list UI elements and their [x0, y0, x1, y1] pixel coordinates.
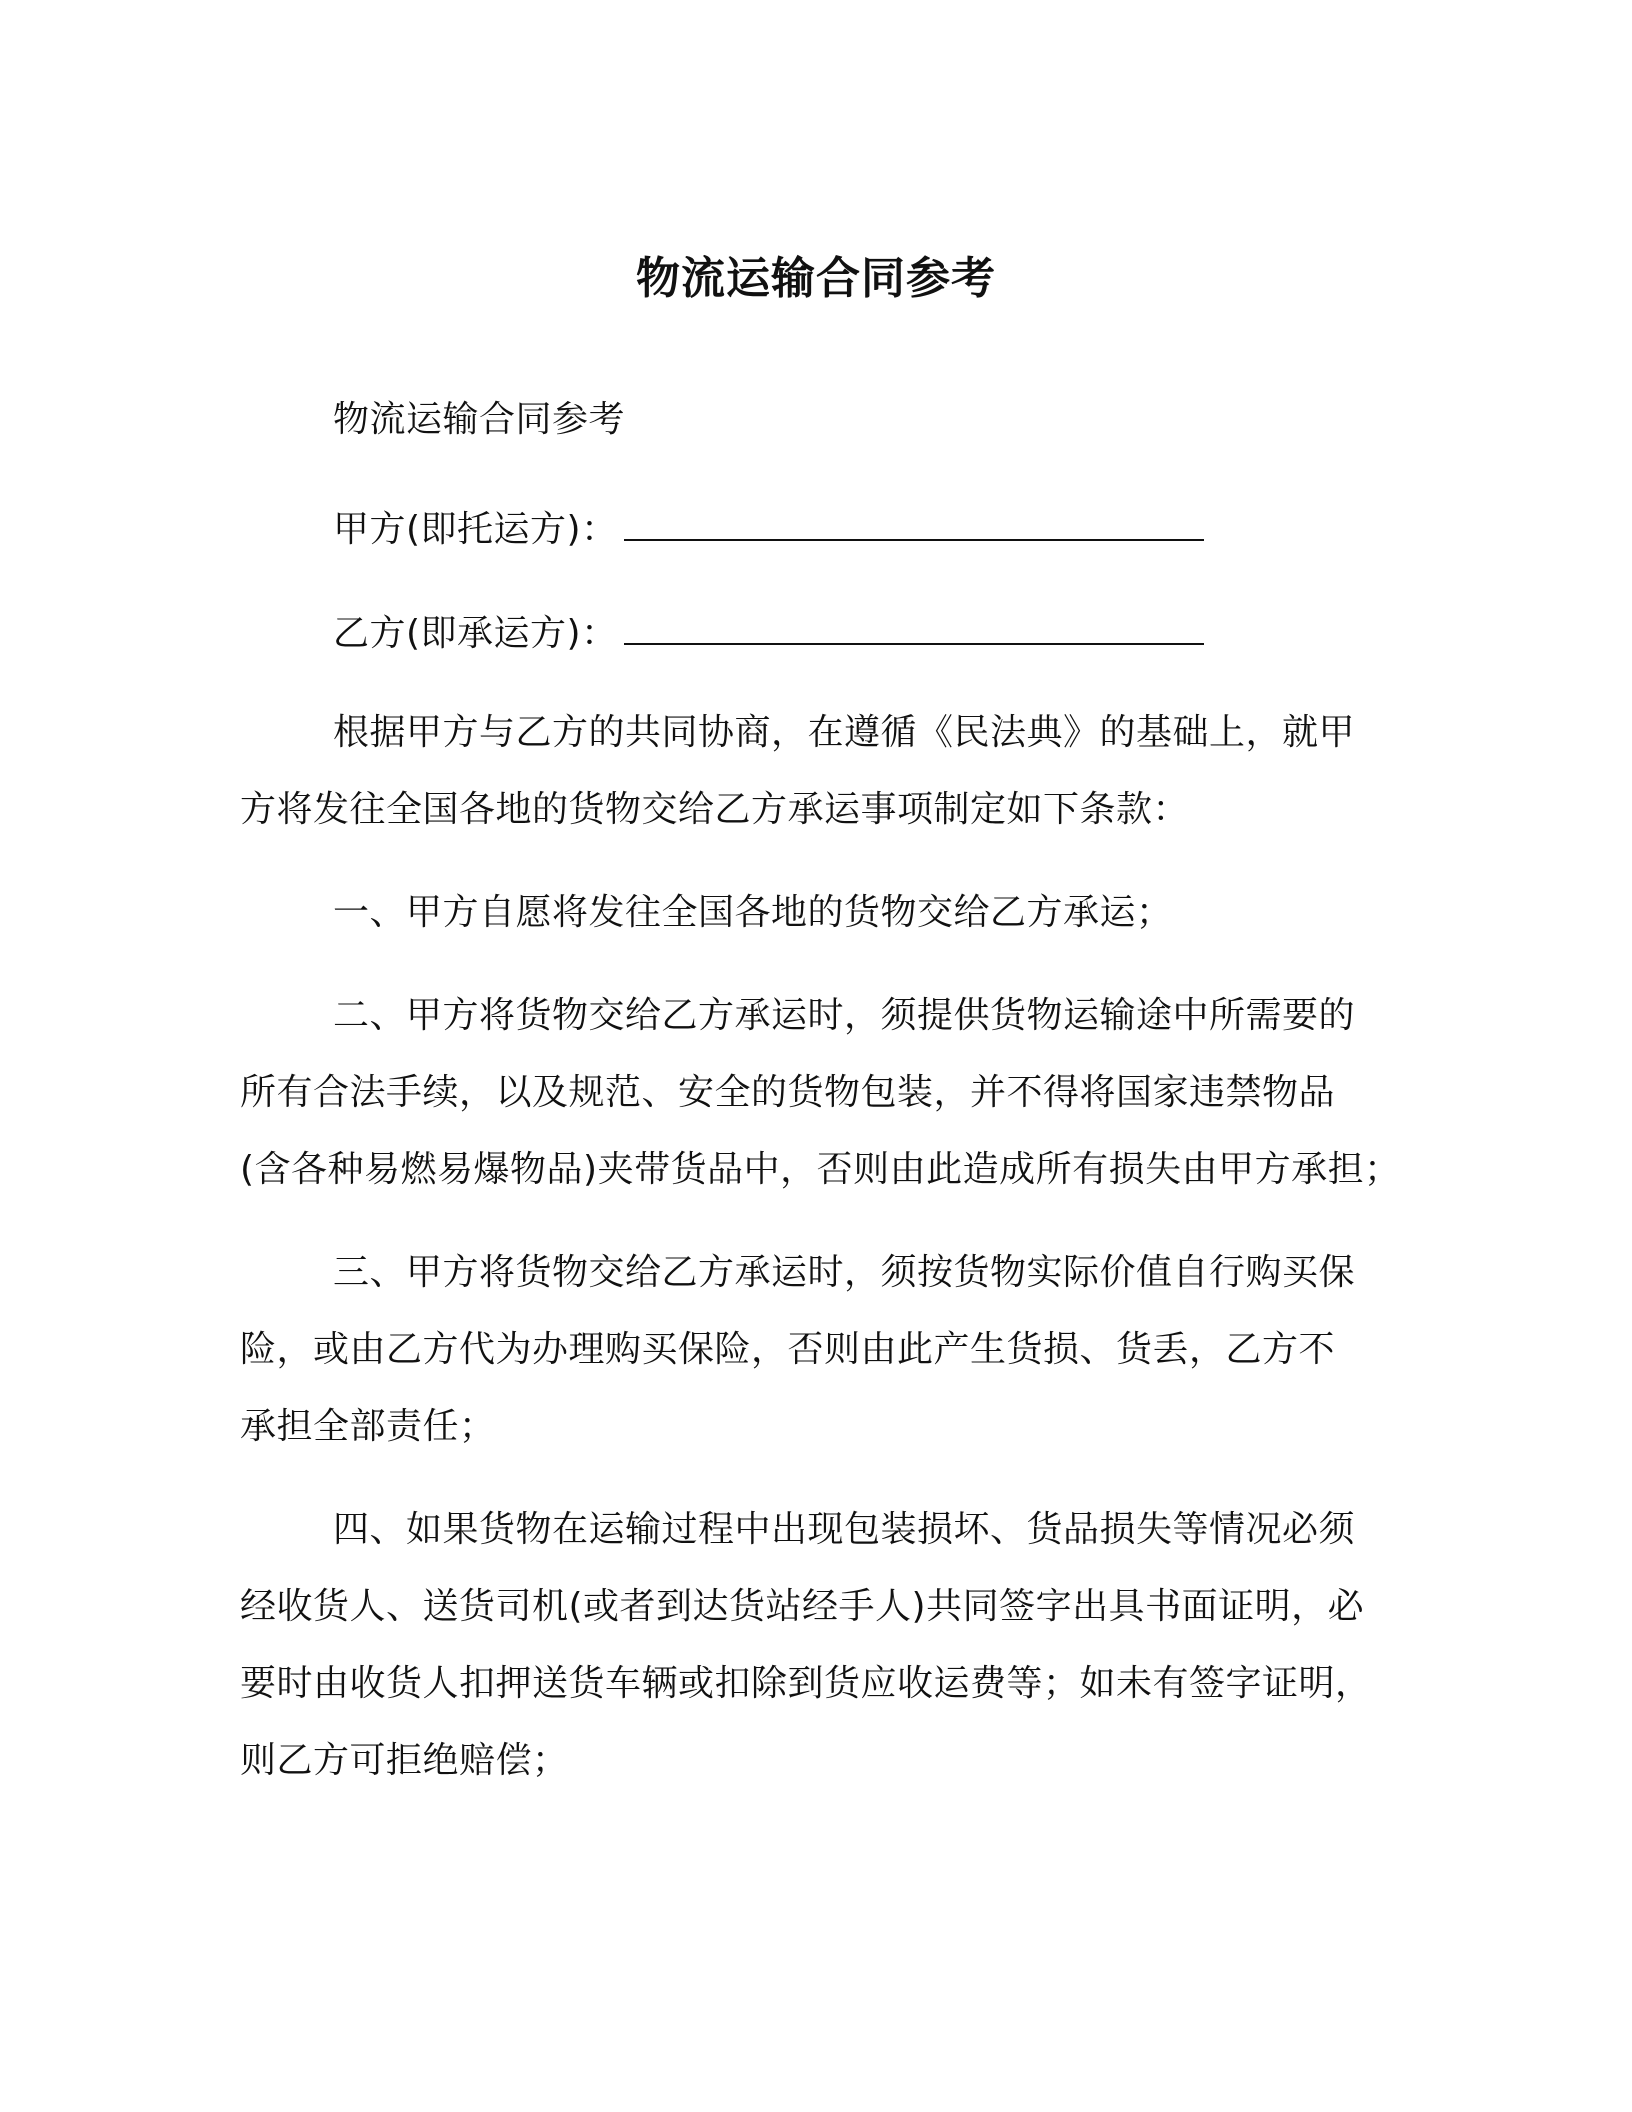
party-b-label: 乙方(即承运方)： [333, 613, 618, 654]
clause-4-line-4: 则乙方可拒绝赔偿； [240, 1740, 569, 1781]
party-a-line [333, 506, 1204, 554]
clause-3-line-2: 险，或由乙方代为办理购买保险，否则由此产生货损、货丢，乙方不 [240, 1329, 1336, 1370]
document-subtitle: 物流运输合同参考 [333, 399, 626, 440]
party-a-label: 甲方(即托运方)： [333, 509, 618, 550]
document-title: 物流运输合同参考 [636, 253, 996, 305]
clause-2-line-2: 所有合法手续，以及规范、安全的货物包装，并不得将国家违禁物品 [240, 1072, 1336, 1113]
party-b-blank [624, 611, 1204, 645]
clause-4-line-2: 经收货人、送货司机(或者到达货站经手人)共同签字出具书面证明，必 [240, 1586, 1365, 1627]
clause-1-line-1: 一、甲方自愿将发往全国各地的货物交给乙方承运； [333, 892, 1173, 933]
clause-4-line-1: 四、如果货物在运输过程中出现包装损坏、货品损失等情况必须 [333, 1509, 1356, 1550]
preamble-line-2: 方将发往全国各地的货物交给乙方承运事项制定如下条款： [240, 789, 1190, 830]
clause-4-line-3: 要时由收货人扣押送货车辆或扣除到货应收运费等；如未有签字证明， [240, 1663, 1372, 1704]
clause-2-line-3: (含各种易燃易爆物品)夹带货品中，否则由此造成所有损失由甲方承担； [240, 1149, 1401, 1190]
clause-3-line-1: 三、甲方将货物交给乙方承运时，须按货物实际价值自行购买保 [333, 1252, 1356, 1293]
clause-2-line-1: 二、甲方将货物交给乙方承运时，须提供货物运输途中所需要的 [333, 995, 1356, 1036]
preamble-line-1: 根据甲方与乙方的共同协商，在遵循《民法典》的基础上，就甲 [333, 712, 1356, 753]
party-b-line [333, 610, 1204, 658]
clause-3-line-3: 承担全部责任； [240, 1406, 496, 1447]
party-a-blank [624, 507, 1204, 541]
